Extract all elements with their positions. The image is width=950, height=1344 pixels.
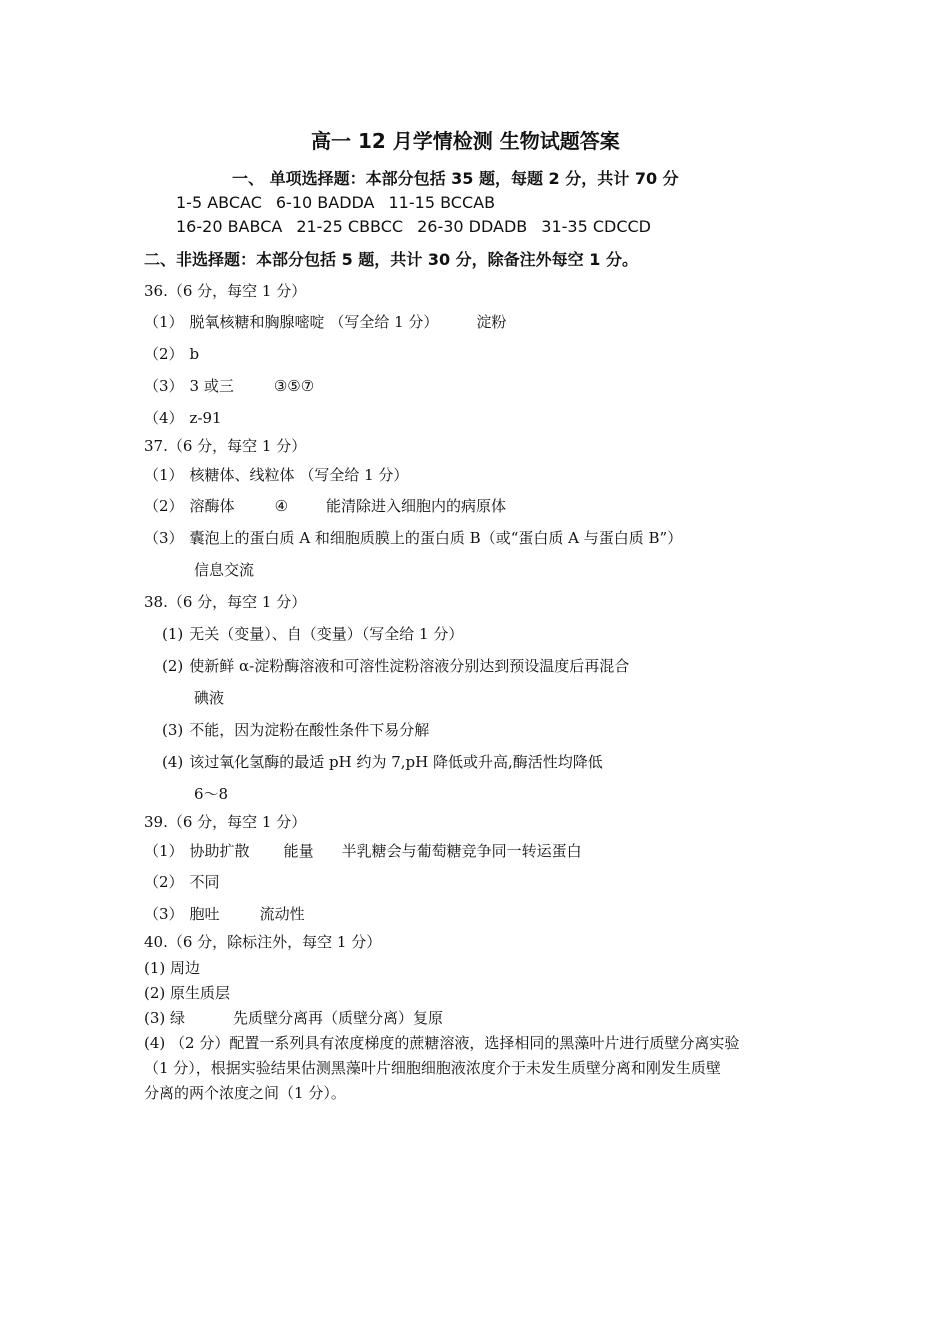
- q36-answer-2-number: （2）: [144, 345, 184, 363]
- answer-key-21-25: 21-25 CBBCC: [296, 217, 404, 236]
- q37-answer-1-text: 核糖体、线粒体 （写全给 1 分）: [189, 466, 409, 484]
- q37-answer-3: [144, 528, 682, 548]
- q36-answer-1-number: （1）: [144, 313, 184, 331]
- section-2-heading: 二、非选择题：本部分包括 5 题，共计 30 分，除备注外每空 1 分。: [144, 250, 638, 269]
- q39-answer-3-part-a: 胞吐: [189, 905, 220, 923]
- q40-answer-3-part-a: (3) 绿: [144, 1009, 186, 1027]
- q36-answer-1-part-a: 脱氧核糖和胸腺嘧啶 （写全给 1 分）: [189, 313, 439, 331]
- section-1-heading: 一、 单项选择题：本部分包括 35 题，每题 2 分，共计 70 分: [232, 169, 679, 188]
- answer-key-26-30: 26-30 DDADB: [417, 217, 528, 236]
- q40-answer-4-line-1: (4) （2 分）配置一系列具有浓度梯度的蔗糖溶液，选择相同的黑藻叶片进行质壁分离实验: [144, 1034, 740, 1052]
- q38-answer-3: [162, 720, 429, 740]
- answer-keys-row-2: [176, 216, 651, 238]
- q36-answer-1: [144, 312, 506, 332]
- answer-key-16-20: 16-20 BABCA: [176, 217, 283, 236]
- q36-answer-3-part-a: 3 或三: [189, 377, 234, 395]
- q38-answer-2-number: (2): [162, 657, 184, 675]
- q40-answer-4-line-3: 分离的两个浓度之间（1 分）。: [144, 1084, 346, 1102]
- q38-answer-4-number: (4): [162, 753, 184, 771]
- q36-answer-2: [144, 344, 199, 364]
- q39-header: 39.（6 分，每空 1 分）: [144, 813, 307, 831]
- q37-answer-3-text: 囊泡上的蛋白质 A 和细胞质膜上的蛋白质 B（或“蛋白质 A 与蛋白质 B”）: [189, 529, 683, 547]
- q39-answer-1-part-b: 能量: [283, 842, 314, 860]
- q37-answer-2-part-a: 溶酶体: [189, 497, 235, 515]
- q39-answer-2-number: （2）: [144, 873, 184, 891]
- q39-answer-1-part-a: 协助扩散: [189, 842, 250, 860]
- q39-answer-2: [144, 872, 220, 892]
- q40-header: 40.（6 分，除标注外，每空 1 分）: [144, 933, 382, 951]
- q40-answer-3: [144, 1008, 443, 1028]
- q38-answer-2-text: 使新鲜 α-淀粉酶溶液和可溶性淀粉溶液分别达到预设温度后再混合: [189, 657, 630, 675]
- q37-answer-2-part-c: 能清除进入细胞内的病原体: [326, 497, 507, 515]
- q39-answer-1-part-c: 半乳糖会与葡萄糖竞争同一转运蛋白: [341, 842, 582, 860]
- q38-answer-1: [162, 624, 463, 644]
- q36-header: 36.（6 分，每空 1 分）: [144, 282, 307, 300]
- q38-answer-1-text: 无关（变量）、自（变量）（写全给 1 分）: [189, 625, 464, 643]
- q37-answer-2-part-b: ④: [274, 497, 289, 515]
- q37-answer-2-number: （2）: [144, 497, 184, 515]
- q38-answer-3-text: 不能，因为淀粉在酸性条件下易分解: [189, 721, 430, 739]
- page-title: 高一 12 月学情检测 生物试题答案: [311, 129, 620, 153]
- q40-answer-2: (2) 原生质层: [144, 984, 231, 1002]
- q36-answer-4-number: （4）: [144, 409, 184, 427]
- q36-answer-3-number: （3）: [144, 377, 184, 395]
- q38-answer-4-text: 该过氧化氢酶的最适 pH 约为 7,pH 降低或升高,酶活性均降低: [189, 753, 603, 771]
- q36-answer-3-part-b: ③⑤⑦: [273, 377, 315, 395]
- q37-answer-2: [144, 496, 506, 516]
- q36-answer-3: [144, 376, 314, 396]
- q39-answer-3: [144, 904, 305, 924]
- q39-answer-1: [144, 841, 582, 861]
- q37-answer-3-continued: 信息交流: [194, 561, 255, 579]
- q39-answer-3-part-b: 流动性: [259, 905, 305, 923]
- q36-answer-2-text: b: [189, 345, 200, 363]
- q38-header: 38.（6 分，每空 1 分）: [144, 593, 307, 611]
- answer-key-31-35: 31-35 CDCCD: [541, 217, 651, 236]
- q39-answer-3-number: （3）: [144, 905, 184, 923]
- q36-answer-1-part-b: 淀粉: [476, 313, 507, 331]
- q38-answer-1-number: (1): [162, 625, 184, 643]
- q40-answer-4-line-2: （1 分），根据实验结果估测黑藻叶片细胞细胞液浓度介于未发生质壁分离和刚发生质壁: [144, 1059, 721, 1077]
- q39-answer-2-text: 不同: [189, 873, 220, 891]
- q36-answer-4-text: z-91: [189, 409, 222, 427]
- q38-answer-4: [162, 752, 603, 772]
- q38-answer-4-continued: 6～8: [194, 785, 229, 803]
- q37-answer-1: [144, 465, 408, 485]
- q38-answer-2: [162, 656, 629, 676]
- answer-key-6-10: 6-10 BADDA: [275, 193, 375, 212]
- q40-answer-1: (1) 周边: [144, 959, 201, 977]
- answer-key-1-5: 1-5 ABCAC: [176, 193, 262, 212]
- q39-answer-1-number: （1）: [144, 842, 184, 860]
- q38-answer-2-continued: 碘液: [194, 689, 225, 707]
- q37-answer-3-number: （3）: [144, 529, 184, 547]
- q37-answer-1-number: （1）: [144, 466, 184, 484]
- answer-key-11-15: 11-15 BCCAB: [388, 193, 496, 212]
- answer-keys-row-1: [176, 192, 495, 214]
- q37-header: 37.（6 分，每空 1 分）: [144, 437, 307, 455]
- q36-answer-4: [144, 408, 222, 428]
- q38-answer-3-number: (3): [162, 721, 184, 739]
- q40-answer-3-part-b: 先质壁分离再（质壁分离）复原: [233, 1009, 444, 1027]
